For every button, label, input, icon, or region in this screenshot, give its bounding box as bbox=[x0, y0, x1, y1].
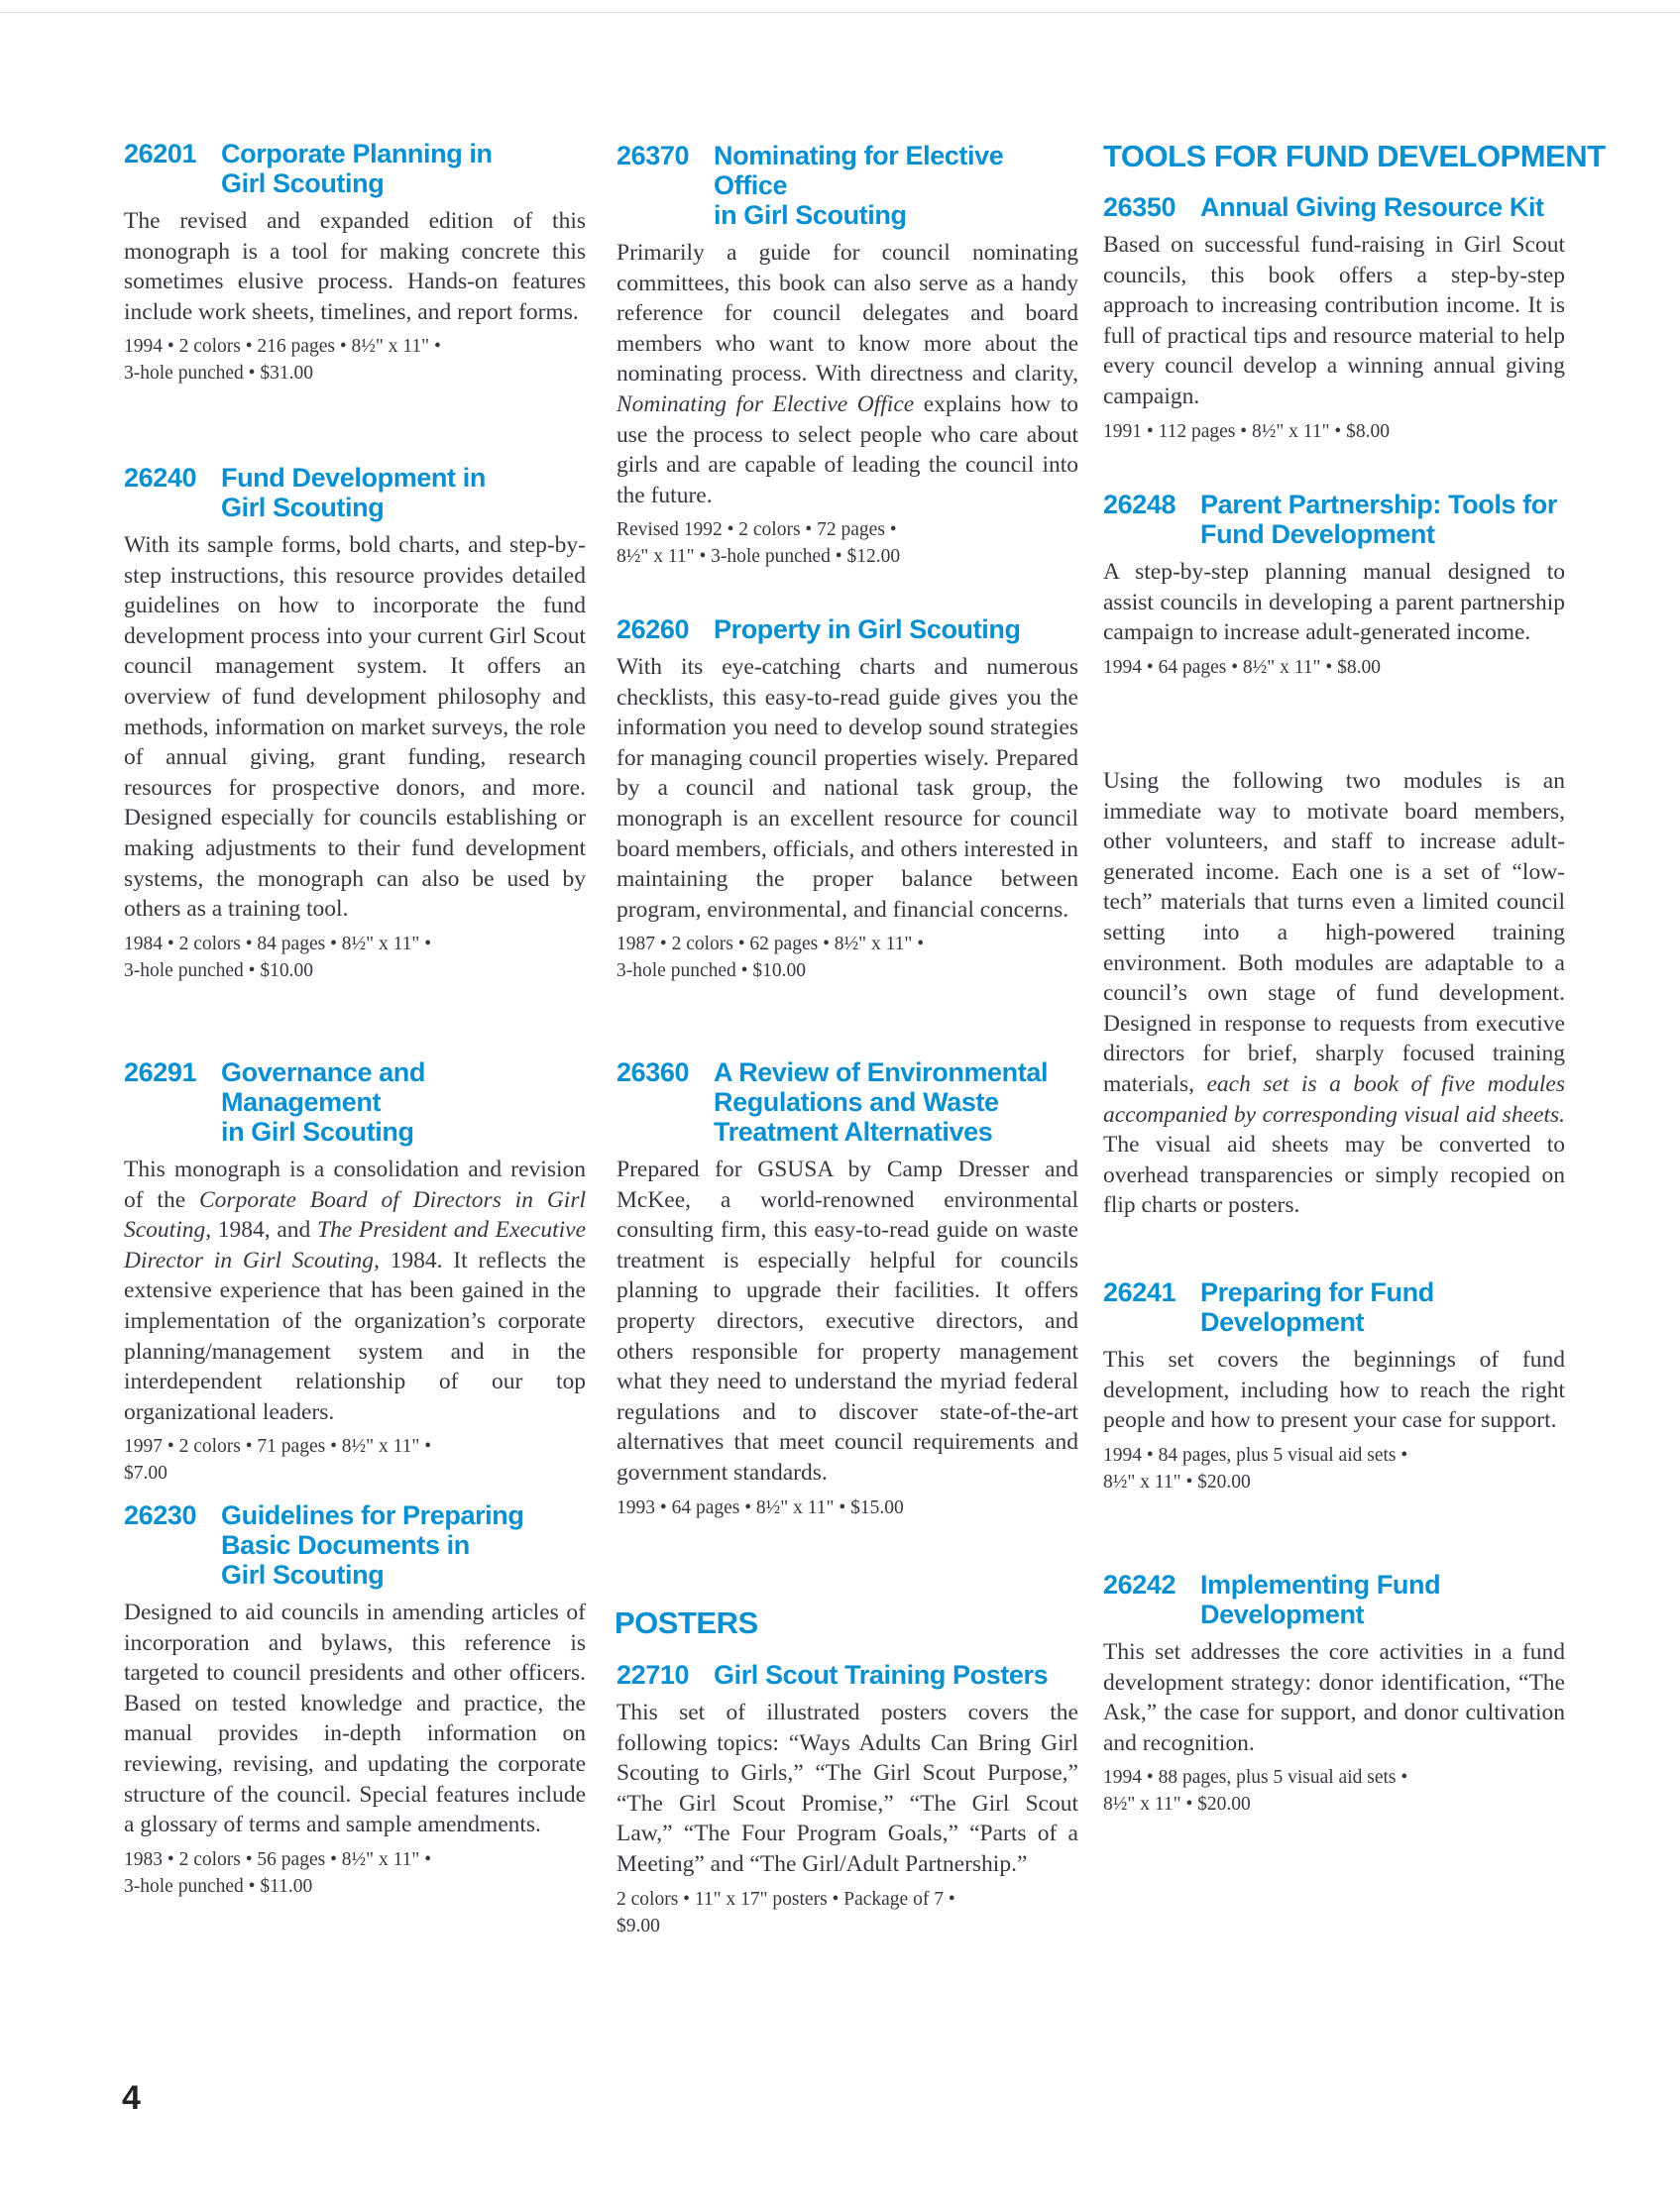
item-details-line: $9.00 bbox=[616, 1915, 660, 1936]
item-code: 26242 bbox=[1103, 1570, 1176, 1600]
item-description bbox=[1103, 1637, 1565, 1758]
item-description bbox=[616, 1155, 1078, 1489]
item-title bbox=[1200, 1277, 1434, 1337]
item-details-line: 1983 • 2 colors • 56 pages • 8½" x 11" • bbox=[124, 1848, 432, 1870]
item-title-line: Development bbox=[1200, 1600, 1365, 1629]
section-heading-tools: TOOLS FOR FUND DEVELOPMENT bbox=[1103, 139, 1606, 173]
item-title-line: Treatment Alternatives bbox=[714, 1117, 993, 1147]
item-details bbox=[124, 931, 586, 984]
item-details-line: Revised 1992 • 2 colors • 72 pages • bbox=[616, 519, 897, 541]
item-details bbox=[124, 1433, 586, 1487]
catalog-item bbox=[124, 1500, 586, 1900]
item-details bbox=[1103, 654, 1565, 681]
item-code: 26260 bbox=[616, 614, 690, 644]
item-title-line: in Girl Scouting bbox=[714, 200, 907, 230]
description-text: Corporate Board of Directors in Girl Scouting, bbox=[124, 1186, 586, 1244]
item-title bbox=[714, 614, 1021, 644]
item-title-line: Annual Giving Resource Kit bbox=[1200, 192, 1544, 222]
catalog-item bbox=[1103, 490, 1565, 681]
item-title-line: Corporate Planning in bbox=[221, 139, 493, 168]
item-title bbox=[221, 463, 486, 522]
item-title-line: Nominating for Elective Office bbox=[714, 141, 1004, 200]
item-heading bbox=[124, 463, 586, 522]
item-code: 26241 bbox=[1103, 1277, 1176, 1307]
item-code: 22710 bbox=[616, 1660, 690, 1690]
item-title bbox=[1200, 490, 1557, 549]
section-heading-posters: POSTERS bbox=[615, 1605, 758, 1640]
description-text: explains how to use the process to select people who care about girls and are capable of leading the council into the future. bbox=[616, 390, 1078, 508]
catalog-item bbox=[1103, 192, 1565, 445]
item-details-line: 8½" x 11" • $20.00 bbox=[1103, 1794, 1251, 1816]
item-details bbox=[1103, 418, 1565, 445]
item-details-line: 1994 • 88 pages, plus 5 visual aid sets • bbox=[1103, 1767, 1408, 1789]
description-text: Based on successful fund-raising in Girl Scout councils, this book offers a step-by-step approach to increasing contribution income. It is full of practical tips and resource material to help every council develop a winning annual giving campaign. bbox=[1103, 232, 1565, 409]
item-title-line: Regulations and Waste bbox=[714, 1087, 999, 1117]
description-text: The revised and expanded edition of this monograph is a tool for making concrete this sometimes elusive process. Hands-on features include work sheets, timelines, and report forms. bbox=[124, 208, 586, 325]
item-code: 26240 bbox=[124, 463, 197, 493]
catalog-item bbox=[124, 1057, 586, 1487]
item-title-line: Property in Girl Scouting bbox=[714, 614, 1021, 644]
item-heading bbox=[1103, 192, 1565, 222]
item-description bbox=[1103, 766, 1565, 1221]
item-details-line: 2 colors • 11" x 17" posters • Package of 7 • bbox=[616, 1888, 955, 1910]
item-title bbox=[1200, 1570, 1440, 1629]
description-text: 1984. It reflects the extensive experience that has been gained in the implementation of the organization’s corporate planning/management system and in the interdependent relationship of our top organizational leaders. bbox=[124, 1247, 586, 1425]
item-description bbox=[1103, 1345, 1565, 1436]
item-description bbox=[616, 238, 1078, 510]
description-text: Using the following two modules is an immediate way to motivate board members, other volunteers, and staff to increase adult-generated income. Each one is a set of “low-tech” materials that turns even a limited council setting into a high-powered training environment. Both modules are adaptable to a council’s own stage of fund development. Designed in response to requests from executive directors for brief, sharply focused training materials, bbox=[1103, 768, 1565, 1097]
item-details bbox=[616, 1494, 1078, 1521]
item-description bbox=[124, 206, 586, 327]
item-description bbox=[124, 1155, 586, 1427]
page-edge-line bbox=[0, 12, 1680, 13]
item-description bbox=[616, 652, 1078, 925]
item-details bbox=[1103, 1764, 1565, 1818]
description-text: This set covers the beginnings of fund development, including how to reach the right people and how to present your case for support. bbox=[1103, 1347, 1565, 1434]
catalog-item bbox=[616, 141, 1078, 570]
catalog-item bbox=[616, 614, 1078, 984]
item-details-line: 8½" x 11" • $20.00 bbox=[1103, 1471, 1251, 1493]
item-title-line: Implementing Fund bbox=[1200, 1570, 1441, 1600]
description-text: Nominating for Elective Office bbox=[616, 390, 915, 417]
item-details-line: 1987 • 2 colors • 62 pages • 8½" x 11" • bbox=[616, 934, 925, 955]
item-title-line: A Review of Environmental bbox=[714, 1057, 1049, 1087]
item-details-line: $7.00 bbox=[124, 1463, 168, 1485]
item-title-line: Girl Scouting bbox=[221, 1560, 385, 1590]
item-description bbox=[124, 530, 586, 925]
item-title-line: Governance and Management bbox=[221, 1057, 425, 1117]
description-text: Designed to aid councils in amending articles of incorporation and bylaws, this reference is targeted to council presidents and other officers. Based on tested knowledge and practice, the manual provides in-depth information on reviewing, revising, and updating the corporate structure of the council. Special features include a glossary of terms and sample amendments. bbox=[124, 1600, 586, 1838]
item-title-line: Fund Development in bbox=[221, 463, 486, 493]
description-text: each set is a book of five modules accompanied by corresponding visual aid sheets. bbox=[1103, 1070, 1565, 1128]
item-code: 26230 bbox=[124, 1500, 197, 1530]
item-heading bbox=[616, 614, 1078, 644]
item-title-line: Guidelines for Preparing bbox=[221, 1500, 524, 1530]
description-text: This set addresses the core activities in a fund development strategy: donor identification, “The Ask,” the case for support, and donor cultivation and recognition. bbox=[1103, 1639, 1565, 1756]
item-details-line: 1994 • 84 pages, plus 5 visual aid sets • bbox=[1103, 1444, 1408, 1466]
item-title-line: Girl Scouting bbox=[221, 168, 385, 198]
catalog-item bbox=[616, 1660, 1078, 1939]
item-title bbox=[221, 139, 493, 198]
item-details-line: 3-hole punched • $11.00 bbox=[124, 1875, 313, 1897]
item-heading bbox=[1103, 1570, 1565, 1629]
catalog-item bbox=[616, 1057, 1078, 1521]
description-text: With its sample forms, bold charts, and step-by-step instructions, this resource provides detailed guidelines on how to incorporate the fund development process into your current Girl Scout council management system. It offers an overview of fund development philosophy and methods, information on market surveys, the role of annual giving, grant funding, research resources for prospective donors, and more. Designed especially for councils establishing or making adjustments to their fund development systems, the monograph can also be used by others as a training tool. bbox=[124, 532, 586, 923]
item-title-line: Girl Scouting bbox=[221, 493, 385, 522]
item-title-line: Development bbox=[1200, 1307, 1365, 1337]
item-title-line: Preparing for Fund bbox=[1200, 1277, 1434, 1307]
item-details-line: 3-hole punched • $10.00 bbox=[616, 960, 806, 982]
catalog-item bbox=[1103, 766, 1565, 1227]
description-text: This set of illustrated posters covers the following topics: “Ways Adults Can Bring Girl Scouting to Girls,” “The Girl Scout Purpose,” “The Girl Scout Promise,” “The Girl Scout Law,” “The Four Program Goals,” “Parts of a Meeting” and “The Girl/Adult Partnership.” bbox=[616, 1700, 1078, 1877]
item-title-line: in Girl Scouting bbox=[221, 1117, 414, 1147]
description-text: With its eye-catching charts and numerous checklists, this easy-to-read guide gives you the information you need to develop sound strategies for managing council properties wisely. Prepared by a council and national task group, the monograph is an excellent resource for council board members, officials, and others interested in maintaining the proper balance between program, environmental, and financial concerns. bbox=[616, 654, 1078, 923]
item-title bbox=[221, 1500, 523, 1590]
item-code: 26360 bbox=[616, 1057, 690, 1087]
item-title-line: Girl Scout Training Posters bbox=[714, 1660, 1049, 1690]
item-code: 26350 bbox=[1103, 192, 1176, 222]
description-text: 1984, and bbox=[211, 1217, 317, 1244]
item-details bbox=[616, 1886, 1078, 1939]
item-heading bbox=[1103, 490, 1565, 549]
item-title-line: Fund Development bbox=[1200, 519, 1435, 549]
item-title-line: Parent Partnership: Tools for bbox=[1200, 490, 1557, 519]
description-text: Prepared for GSUSA by Camp Dresser and McKee, a world-renowned environmental consulting firm, this easy-to-read guide on waste treatment is especially helpful for councils planning to upgrade their facilities. It offers property directors, executive directors, and others responsible for property management what they need to understand the myriad federal regulations and to discover state-of-the-art alternatives that meet council requirements and government standards. bbox=[616, 1157, 1078, 1486]
item-heading bbox=[124, 1500, 586, 1590]
catalog-item bbox=[1103, 1570, 1565, 1818]
description-text: This monograph is a consolidation and revision of the bbox=[124, 1157, 586, 1213]
item-code: 26248 bbox=[1103, 490, 1176, 519]
catalog-item bbox=[1103, 1277, 1565, 1495]
catalog-item bbox=[124, 463, 586, 984]
item-details bbox=[124, 1846, 586, 1900]
item-details-line: 1994 • 2 colors • 216 pages • 8½" x 11" • bbox=[124, 336, 441, 358]
item-details-line: 1994 • 64 pages • 8½" x 11" • $8.00 bbox=[1103, 656, 1381, 678]
item-details bbox=[1103, 1442, 1565, 1495]
item-title bbox=[714, 1057, 1048, 1147]
catalog-item bbox=[124, 139, 586, 387]
item-details-line: 1997 • 2 colors • 71 pages • 8½" x 11" • bbox=[124, 1436, 432, 1458]
item-code: 26201 bbox=[124, 139, 197, 168]
item-title-line: Basic Documents in bbox=[221, 1530, 470, 1560]
item-details bbox=[616, 516, 1078, 570]
item-details bbox=[616, 931, 1078, 984]
item-details-line: 8½" x 11" • 3-hole punched • $12.00 bbox=[616, 546, 901, 568]
page-number: 4 bbox=[122, 2079, 141, 2117]
item-heading bbox=[124, 1057, 586, 1147]
item-title bbox=[221, 1057, 586, 1147]
item-details-line: 3-hole punched • $31.00 bbox=[124, 363, 313, 385]
item-heading bbox=[124, 139, 586, 198]
item-description bbox=[124, 1598, 586, 1840]
item-title bbox=[714, 141, 1078, 230]
item-heading bbox=[616, 1660, 1078, 1690]
description-text: A step-by-step planning manual designed to assist councils in developing a parent partnership campaign to increase adult-generated income. bbox=[1103, 559, 1565, 646]
item-code: 26370 bbox=[616, 141, 690, 170]
item-description bbox=[616, 1698, 1078, 1880]
item-heading bbox=[1103, 1277, 1565, 1337]
description-text: The visual aid sheets may be converted to overhead transparencies or simply recopied on flip charts or posters. bbox=[1103, 1132, 1565, 1219]
item-description bbox=[1103, 557, 1565, 648]
item-code: 26291 bbox=[124, 1057, 197, 1087]
item-details-line: 1984 • 2 colors • 84 pages • 8½" x 11" • bbox=[124, 933, 432, 954]
item-title bbox=[1200, 192, 1544, 222]
description-text: The President and Executive Director in Girl Scouting, bbox=[124, 1217, 586, 1273]
item-title bbox=[714, 1660, 1048, 1690]
item-heading bbox=[616, 1057, 1078, 1147]
item-heading bbox=[616, 141, 1078, 230]
item-details-line: 1993 • 64 pages • 8½" x 11" • $15.00 bbox=[616, 1496, 904, 1518]
item-details bbox=[124, 333, 586, 387]
item-description bbox=[1103, 230, 1565, 412]
item-details-line: 1991 • 112 pages • 8½" x 11" • $8.00 bbox=[1103, 420, 1390, 442]
item-details-line: 3-hole punched • $10.00 bbox=[124, 959, 313, 981]
description-text: Primarily a guide for council nominating committees, this book can also serve as a handy reference for council delegates and board members who want to know more about the nominating process. With directness and clarity, bbox=[616, 240, 1078, 387]
